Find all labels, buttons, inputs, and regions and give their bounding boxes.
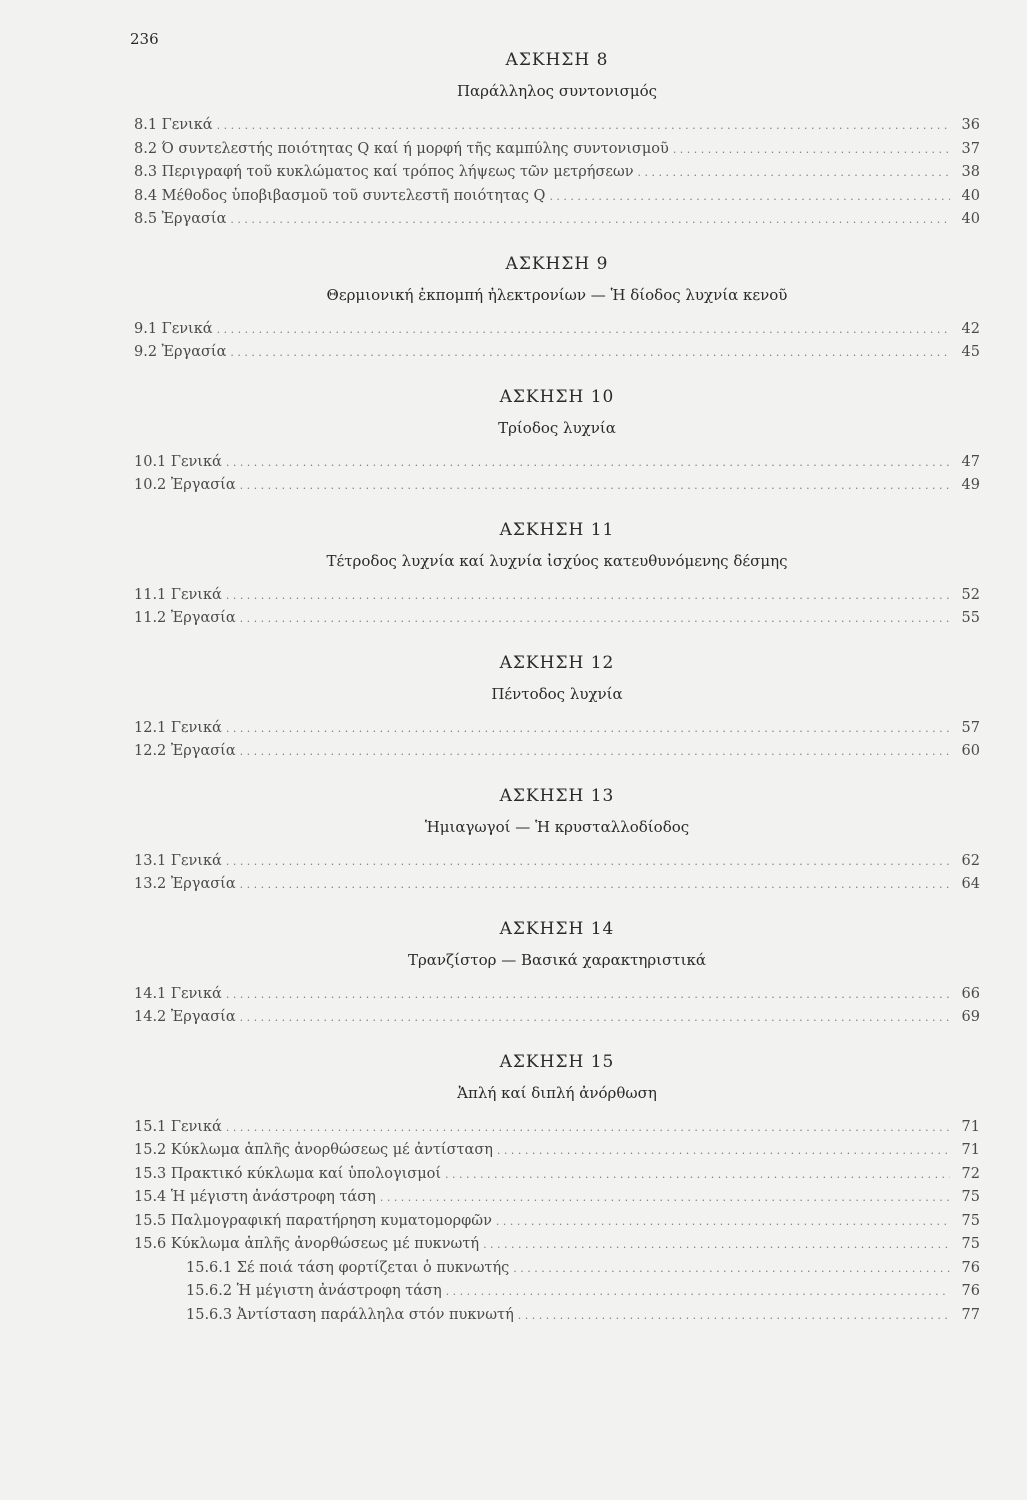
toc-entry: [134, 1006, 980, 1030]
toc-entry-page: 57: [961, 719, 980, 736]
toc-entry-page: 40: [961, 211, 980, 227]
exercise-title: Θερμιονική ἐκπομπή ἠλεκτρονίων — Ἡ δίοδος λυχνία κενοῦ: [326, 285, 788, 304]
toc-entry-page: 69: [961, 1009, 980, 1025]
exercise-title: Πέντοδος λυχνία: [491, 684, 623, 703]
toc-section: [134, 387, 980, 498]
exercise-heading: ΑΣΚΗΣΗ 8: [505, 50, 609, 70]
toc-entry: [134, 1163, 980, 1187]
exercise-title: Τρίοδος λυχνία: [498, 418, 616, 437]
toc-entry-label: 15.6.3 Ἀντίσταση παράλληλα στόν πυκνωτή: [186, 1306, 514, 1323]
toc-entry: [134, 208, 980, 232]
toc-entry-label: 15.3 Πρακτικό κύκλωμα καί ὑπολογισμοί: [134, 1165, 442, 1182]
dot-leader: [496, 1210, 950, 1234]
dot-leader: [226, 850, 950, 874]
section-spacer: [134, 232, 980, 254]
exercise-heading: ΑΣΚΗΣΗ 11: [499, 519, 615, 540]
toc-entry-page: 49: [961, 477, 980, 493]
toc-entry-page: 72: [961, 1165, 980, 1182]
toc-entry-page: 37: [961, 140, 980, 157]
toc-entry-page: 45: [961, 344, 980, 360]
toc-entry: [134, 114, 980, 138]
toc-entry-page: 76: [961, 1283, 980, 1299]
table-of-contents: [134, 50, 980, 1327]
dot-leader: [518, 1304, 950, 1328]
toc-entry-label: 10.1 Γενικά: [134, 453, 222, 470]
toc-entry-label: 12.2 Ἐργασία: [134, 743, 236, 759]
toc-entry-page: 66: [961, 985, 980, 1002]
toc-entry: [134, 983, 980, 1007]
dot-leader: [513, 1257, 950, 1281]
toc-entry-page: 71: [961, 1118, 980, 1135]
toc-entry-page: 64: [961, 876, 980, 892]
page-number: 236: [130, 30, 159, 48]
exercise-title: Ἁπλή καί διπλή ἀνόρθωση: [457, 1083, 657, 1102]
toc-entry-list: [134, 850, 980, 897]
toc-entry-page: 36: [961, 117, 980, 133]
toc-entry-list: [134, 1116, 980, 1328]
toc-entry-label: 15.2 Κύκλωμα ἁπλῆς ἀνορθώσεως μέ ἀντίσταση: [134, 1142, 493, 1158]
toc-entry-page: 40: [961, 187, 980, 204]
toc-entry-list: [134, 451, 980, 498]
dot-leader: [226, 983, 950, 1007]
exercise-heading: ΑΣΚΗΣΗ 14: [499, 918, 615, 939]
toc-entry: [134, 451, 980, 475]
toc-entry-page: 76: [961, 1259, 980, 1276]
toc-entry: [134, 1233, 980, 1257]
toc-entry-label: 14.1 Γενικά: [134, 985, 222, 1002]
dot-leader: [445, 1163, 950, 1187]
toc-section: [134, 919, 980, 1030]
toc-entry-page: 77: [961, 1306, 980, 1323]
exercise-heading: ΑΣΚΗΣΗ 15: [499, 1051, 615, 1072]
toc-entry-label: 8.4 Μέθοδος ὑποβιβασμοῦ τοῦ συντελεστῆ ποιότητας Q: [134, 187, 546, 204]
section-spacer: [134, 498, 980, 520]
dot-leader: [217, 318, 950, 342]
toc-entry-label: 13.2 Ἐργασία: [134, 876, 236, 892]
toc-entry-label: 8.1 Γενικά: [134, 117, 213, 133]
toc-entry-label: 11.2 Ἐργασία: [134, 610, 236, 626]
toc-entry: [134, 1139, 980, 1163]
section-spacer: [134, 1030, 980, 1052]
dot-leader: [446, 1280, 950, 1304]
toc-entry-list: [134, 318, 980, 365]
toc-entry-list: [134, 983, 980, 1030]
toc-entry: [134, 740, 980, 764]
dot-leader: [638, 161, 950, 185]
toc-entry-label: 8.3 Περιγραφή τοῦ κυκλώματος καί τρόπος λήψεως τῶν μετρήσεων: [134, 164, 634, 180]
dot-leader: [240, 1006, 950, 1030]
toc-entry-label: 15.6 Κύκλωμα ἁπλῆς ἀνορθώσεως μέ πυκνωτή: [134, 1236, 480, 1252]
toc-entry-page: 71: [961, 1142, 980, 1158]
dot-leader: [497, 1139, 950, 1163]
exercise-title: Παράλληλος συντονισμός: [456, 82, 658, 100]
toc-entry-label: 15.6.2 Ἡ μέγιστη ἀνάστροφη τάση: [186, 1283, 442, 1299]
toc-entry-list: [134, 114, 980, 232]
dot-leader: [240, 740, 950, 764]
dot-leader: [230, 341, 950, 365]
toc-entry-label: 8.2 Ό συντελεστής ποιότητας Q καί ή μορφή τῆς καμπύλης συντονισμοῦ: [134, 140, 669, 157]
toc-entry-label: 14.2 Ἐργασία: [134, 1009, 236, 1025]
exercise-heading: ΑΣΚΗΣΗ 13: [499, 785, 615, 806]
toc-entry: [134, 1116, 980, 1140]
toc-section: [134, 50, 980, 232]
toc-entry: [134, 607, 980, 631]
toc-entry: [134, 1280, 980, 1304]
toc-entry-list: [134, 584, 980, 631]
toc-entry-page: 47: [961, 453, 980, 470]
toc-entry-label: 15.5 Παλμογραφική παρατήρηση κυματομορφῶν: [134, 1212, 492, 1229]
toc-entry: [134, 318, 980, 342]
toc-entry-page: 75: [961, 1189, 980, 1205]
toc-entry: [134, 1210, 980, 1234]
toc-entry-page: 38: [961, 164, 980, 180]
toc-entry-list: [134, 717, 980, 764]
dot-leader: [226, 451, 950, 475]
dot-leader: [240, 873, 950, 897]
toc-section: [134, 786, 980, 897]
toc-entry-label: 13.1 Γενικά: [134, 852, 222, 869]
toc-entry-page: 62: [961, 852, 980, 869]
toc-entry-page: 55: [961, 610, 980, 626]
toc-entry-label: 12.1 Γενικά: [134, 719, 222, 736]
toc-entry-label: 9.2 Ἐργασία: [134, 344, 227, 360]
dot-leader: [380, 1186, 950, 1210]
toc-entry: [134, 161, 980, 185]
dot-leader: [240, 607, 950, 631]
toc-entry-label: 11.1 Γενικά: [134, 586, 222, 603]
toc-entry: [134, 341, 980, 365]
section-spacer: [134, 764, 980, 786]
section-spacer: [134, 897, 980, 919]
exercise-heading: ΑΣΚΗΣΗ 9: [505, 253, 609, 274]
toc-entry-page: 60: [961, 743, 980, 759]
toc-entry: [134, 138, 980, 162]
section-spacer: [134, 365, 980, 387]
dot-leader: [240, 474, 950, 498]
toc-entry-label: 10.2 Ἐργασία: [134, 477, 236, 493]
toc-entry-page: 52: [961, 586, 980, 603]
toc-entry-page: 75: [961, 1236, 980, 1252]
dot-leader: [549, 185, 950, 209]
dot-leader: [483, 1233, 950, 1257]
exercise-title: Τέτροδος λυχνία καί λυχνία ἰσχύος κατευθυνόμενης δέσμης: [326, 551, 788, 570]
toc-entry-label: 9.1 Γενικά: [134, 320, 213, 337]
toc-entry: [134, 850, 980, 874]
toc-entry-label: 15.6.1 Σέ ποιά τάση φορτίζεται ὁ πυκνωτής: [186, 1259, 510, 1276]
exercise-heading: ΑΣΚΗΣΗ 12: [499, 652, 615, 673]
toc-section: [134, 520, 980, 631]
toc-section: [134, 254, 980, 365]
toc-section: [134, 653, 980, 764]
toc-entry: [134, 185, 980, 209]
dot-leader: [226, 717, 950, 741]
exercise-title: Ἡμιαγωγοί — Ἡ κρυσταλλοδίοδος: [424, 817, 690, 836]
dot-leader: [230, 208, 950, 232]
toc-entry: [134, 474, 980, 498]
dot-leader: [226, 1116, 950, 1140]
toc-entry-page: 75: [961, 1212, 980, 1229]
toc-entry-label: 15.4 Ἡ μέγιστη ἀνάστροφη τάση: [134, 1189, 376, 1205]
toc-entry-label: 15.1 Γενικά: [134, 1118, 222, 1135]
toc-section: [134, 1052, 980, 1328]
dot-leader: [217, 114, 950, 138]
toc-entry: [134, 1257, 980, 1281]
dot-leader: [673, 138, 950, 162]
exercise-heading: ΑΣΚΗΣΗ 10: [499, 386, 615, 407]
toc-entry: [134, 717, 980, 741]
dot-leader: [226, 584, 950, 608]
toc-entry: [134, 584, 980, 608]
toc-entry: [134, 873, 980, 897]
toc-entry: [134, 1186, 980, 1210]
toc-entry-page: 42: [961, 320, 980, 337]
toc-entry-label: 8.5 Ἐργασία: [134, 211, 227, 227]
exercise-title: Τρανζίστορ — Βασικά χαρακτηριστικά: [407, 950, 706, 969]
section-spacer: [134, 631, 980, 653]
toc-entry: [134, 1304, 980, 1328]
